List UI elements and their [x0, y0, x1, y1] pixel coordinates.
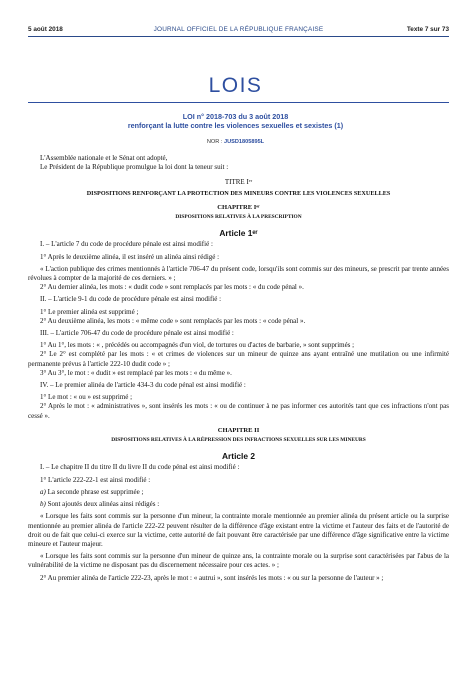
- paragraph: 1° Après le deuxième alinéa, il est inséré un alinéa ainsi rédigé :: [40, 252, 220, 261]
- header-page-info: Texte 7 sur 73: [406, 26, 449, 33]
- article-2-heading: Article 2: [221, 451, 256, 462]
- paragraph: 3° Au 3°, le mot : « dudit » est remplacé par les mots : « du même ».: [40, 368, 232, 377]
- paragraph: [28, 488, 449, 497]
- item-text: La seconde phrase est supprimée ;: [47, 487, 144, 496]
- paragraph: « L'action publique des crimes mentionnés à l'article 706-47 du présent code, lorsqu'ils sont commis sur des mineurs, se prescrit par trente années révolues à compter de la majorité de ces derniers. » ;: [28, 264, 449, 283]
- paragraph: « Lorsque les faits sont commis sur la personne d'un mineur, la contrainte morale mentionnée au premier alinéa du présent article ou la surprise mentionnée au premier alinéa de l'article 222-22 peuvent résulter de la différence d'âge existant entre la victime et l'auteur des faits et de l'autorité de droit ou de fait que celui-ci exerce sur la victime, cette autorité de fait pouvant être caractérisée par une différence d'âge significative entre la victime mineure et l'auteur majeur.: [28, 512, 449, 548]
- paragraph: 1° Le mot : « ou » est supprimé ;: [40, 393, 133, 402]
- intro-promulgation: Le Président de la République promulgue la loi dont la teneur suit :: [40, 163, 229, 172]
- titre-label: TITRE Iᵉʳ: [224, 178, 253, 187]
- intro-adopted: L'Assemblée nationale et le Sénat ont adopté,: [40, 154, 168, 162]
- chapter-2-label: CHAPITRE II: [217, 426, 260, 434]
- section-divider: [28, 102, 449, 103]
- titre-heading: DISPOSITIONS RENFORÇANT LA PROTECTION DES MINEURS CONTRE LES VIOLENCES SEXUELLES: [86, 189, 391, 197]
- nor-label: NOR :: [206, 139, 223, 145]
- paragraph: III. – L'article 706-47 du code de procédure pénale est ainsi modifié :: [40, 329, 234, 338]
- chapter-1-heading: DISPOSITIONS RELATIVES À LA PRESCRIPTION: [175, 214, 302, 221]
- header-journal-title: JOURNAL OFFICIEL DE LA RÉPUBLIQUE FRANÇAISE: [153, 26, 324, 33]
- law-title: [0, 112, 471, 130]
- header-divider: [28, 36, 449, 37]
- item-label: a): [40, 487, 46, 496]
- header-date: 5 août 2018: [28, 26, 63, 33]
- nor-reference: [0, 139, 471, 145]
- section-title: LOIS: [208, 74, 263, 97]
- item-text: Sont ajoutés deux alinéas ainsi rédigés :: [47, 500, 160, 509]
- law-title-line-1: LOI n° 2018-703 du 3 août 2018: [182, 112, 289, 121]
- chapter-2-heading: DISPOSITIONS RELATIVES À LA RÉPRESSION DES INFRACTIONS SEXUELLES SUR LES MINEURS: [111, 437, 366, 444]
- paragraph: I. – L'article 7 du code de procédure pénale est ainsi modifié :: [40, 240, 213, 249]
- paragraph: 2° Au dernier alinéa, les mots : « dudit code » sont remplacés par les mots : « du code pénal ».: [40, 283, 304, 292]
- paragraph: 2° Après le mot : « administratives », sont insérés les mots : « ou de continuer à ne pas informer ces autorités tant que ces infractions n'ont pas cessé ».: [28, 402, 449, 420]
- law-body: [28, 154, 449, 583]
- chapter-1-label: CHAPITRE Iᵉʳ: [217, 203, 260, 211]
- paragraph: 2° Au deuxième alinéa, les mots : « même code » sont remplacés par les mots : « code pénal ».: [40, 316, 306, 325]
- paragraph: 1° Le premier alinéa est supprimé ;: [40, 307, 139, 316]
- paragraph: 2° Le 2° est complété par les mots : « et crimes de violences sur un mineur de quinze ans ayant entraîné une mutilation ou une infirmité permanente prévus à l'article 222-10 dudit code » ;: [28, 350, 449, 368]
- paragraph: IV. – Le premier alinéa de l'article 434-3 du code pénal est ainsi modifié :: [40, 381, 246, 390]
- item-label: b): [40, 500, 46, 509]
- law-title-line-2: renforçant la lutte contre les violences sexuelles et sexistes (1): [127, 121, 344, 130]
- nor-value: JUSD1805895L: [223, 139, 265, 145]
- paragraph: I. – Le chapitre II du titre II du livre II du code pénal est ainsi modifié :: [40, 463, 240, 472]
- article-1-heading: Article 1ᵉʳ: [219, 228, 258, 239]
- paragraph: 1° Au 1°, les mots : « , précédés ou accompagnés d'un viol, de tortures ou d'actes de barbarie, » sont supprimés ;: [40, 341, 355, 350]
- paragraph: 2° Au premier alinéa de l'article 222-23, après le mot : « autrui », sont insérés les mots : « ou sur la personne de l'auteur » ;: [40, 573, 384, 582]
- paragraph: II. – L'article 9-1 du code de procédure pénale est ainsi modifié :: [40, 295, 222, 304]
- paragraph: « Lorsque les faits sont commis sur la personne d'un mineur de quinze ans, la contrainte morale ou la surprise sont caractérisées par l'abus de la vulnérabilité de la victime ne disposant pas du discernement nécessaire pour ces actes. » ;: [28, 552, 449, 570]
- paragraph: [28, 500, 449, 509]
- paragraph: 1° L'article 222-22-1 est ainsi modifié :: [40, 475, 151, 484]
